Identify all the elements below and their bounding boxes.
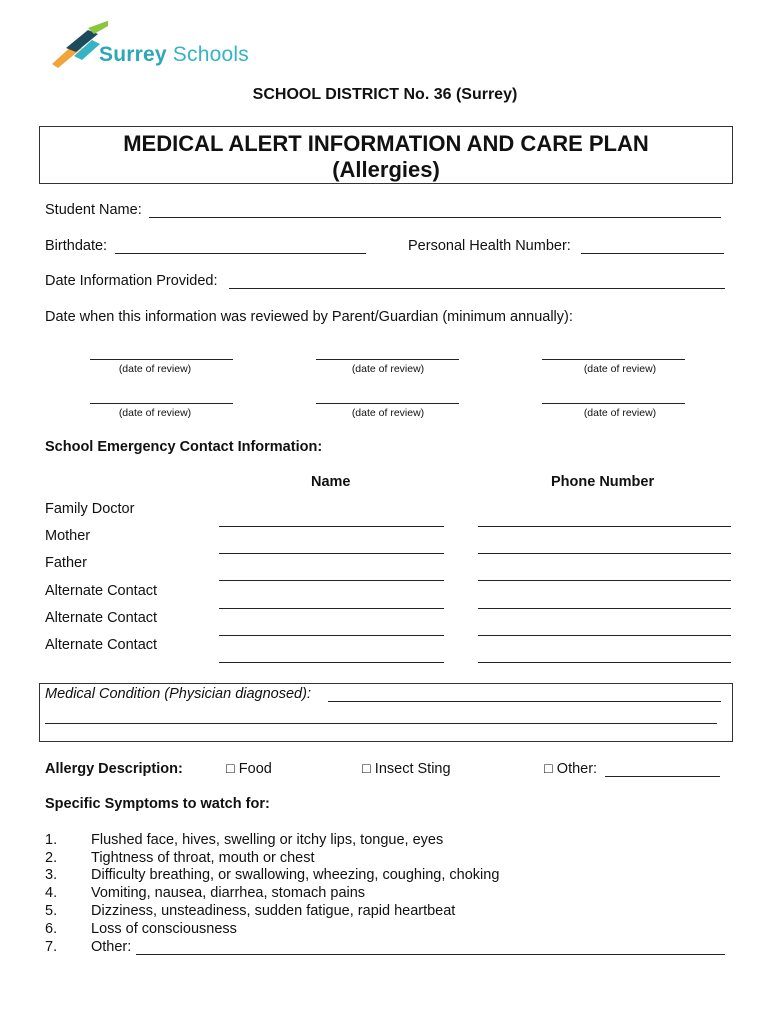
emergency-heading: School Emergency Contact Information: — [45, 439, 323, 455]
contact-phone-field[interactable] — [478, 662, 731, 663]
contact-phone-field[interactable] — [478, 526, 731, 527]
district-heading: SCHOOL DISTRICT No. 36 (Surrey) — [252, 86, 518, 103]
contact-phone-field[interactable] — [478, 580, 731, 581]
symptom-number: 2. — [45, 850, 58, 866]
insect-sting-checkbox[interactable]: □ Insect Sting — [362, 761, 451, 777]
birthdate-label: Birthdate: — [45, 238, 108, 254]
contact-name-field[interactable] — [219, 553, 444, 554]
contact-label: Mother — [45, 528, 91, 544]
symptom-text: Loss of consciousness — [91, 921, 237, 937]
student-name-label: Student Name: — [45, 202, 142, 218]
contact-phone-field[interactable] — [478, 608, 731, 609]
review-date-label: (date of review) — [118, 407, 192, 419]
other-checkbox[interactable]: □ Other: — [544, 761, 598, 777]
contact-name-field[interactable] — [219, 608, 444, 609]
student-name-field[interactable] — [149, 217, 721, 218]
symptom-text: Dizziness, unsteadiness, sudden fatigue, rapid heartbeat — [91, 903, 456, 919]
contact-label: Family Doctor — [45, 501, 135, 517]
col-phone-header: Phone Number — [551, 474, 655, 490]
review-date-label: (date of review) — [583, 363, 657, 375]
review-date-label: (date of review) — [583, 407, 657, 419]
contact-phone-field[interactable] — [478, 635, 731, 636]
medical-condition-field[interactable] — [328, 701, 721, 702]
food-checkbox[interactable]: □ Food — [226, 761, 272, 777]
logo-text: Surrey Schools — [99, 43, 249, 66]
symptom-number: 5. — [45, 903, 58, 919]
symptom-number: 1. — [45, 832, 58, 848]
symptom-number: 3. — [45, 867, 58, 883]
symptom-number: 7. — [45, 939, 58, 955]
phn-field[interactable] — [581, 253, 724, 254]
symptom-text: Difficulty breathing, or swallowing, wheezing, coughing, choking — [91, 867, 500, 883]
reviewed-label: Date when this information was reviewed by Parent/Guardian (minimum annually): — [45, 309, 573, 325]
symptom-number: 4. — [45, 885, 58, 901]
review-date-field[interactable] — [316, 403, 459, 404]
symptom-text: Flushed face, hives, swelling or itchy lips, tongue, eyes — [91, 832, 444, 848]
contact-name-field[interactable] — [219, 635, 444, 636]
allergy-label: Allergy Description: — [45, 761, 183, 777]
medical-condition-field-2[interactable] — [45, 723, 717, 724]
symptom-text: Other: — [91, 939, 132, 955]
review-date-field[interactable] — [90, 403, 233, 404]
title-box — [39, 126, 733, 184]
form-subtitle: (Allergies) — [332, 157, 440, 182]
form-title: MEDICAL ALERT INFORMATION AND CARE PLAN — [123, 131, 649, 156]
birthdate-field[interactable] — [115, 253, 366, 254]
contact-name-field[interactable] — [219, 526, 444, 527]
review-date-label: (date of review) — [351, 363, 425, 375]
symptoms-heading: Specific Symptoms to watch for: — [45, 796, 270, 812]
date-provided-label: Date Information Provided: — [45, 273, 218, 289]
review-date-field[interactable] — [542, 403, 685, 404]
contact-label: Alternate Contact — [45, 610, 158, 626]
review-date-field[interactable] — [316, 359, 459, 360]
symptom-text: Vomiting, nausea, diarrhea, stomach pains — [91, 885, 366, 901]
review-date-field[interactable] — [90, 359, 233, 360]
phn-label: Personal Health Number: — [408, 238, 571, 254]
medical-condition-label: Medical Condition (Physician diagnosed): — [45, 686, 311, 702]
contact-name-field[interactable] — [219, 662, 444, 663]
date-provided-field[interactable] — [229, 288, 725, 289]
contact-label: Alternate Contact — [45, 583, 158, 599]
contact-name-field[interactable] — [219, 580, 444, 581]
symptom-number: 6. — [45, 921, 58, 937]
review-date-field[interactable] — [542, 359, 685, 360]
symptom-text: Tightness of throat, mouth or chest — [91, 850, 315, 866]
other-allergy-field[interactable] — [605, 776, 720, 777]
col-name-header: Name — [311, 474, 351, 490]
other-symptom-field[interactable] — [136, 954, 725, 955]
contact-label: Alternate Contact — [45, 637, 158, 653]
review-date-label: (date of review) — [351, 407, 425, 419]
contact-phone-field[interactable] — [478, 553, 731, 554]
contact-label: Father — [45, 555, 87, 571]
review-date-label: (date of review) — [118, 363, 192, 375]
